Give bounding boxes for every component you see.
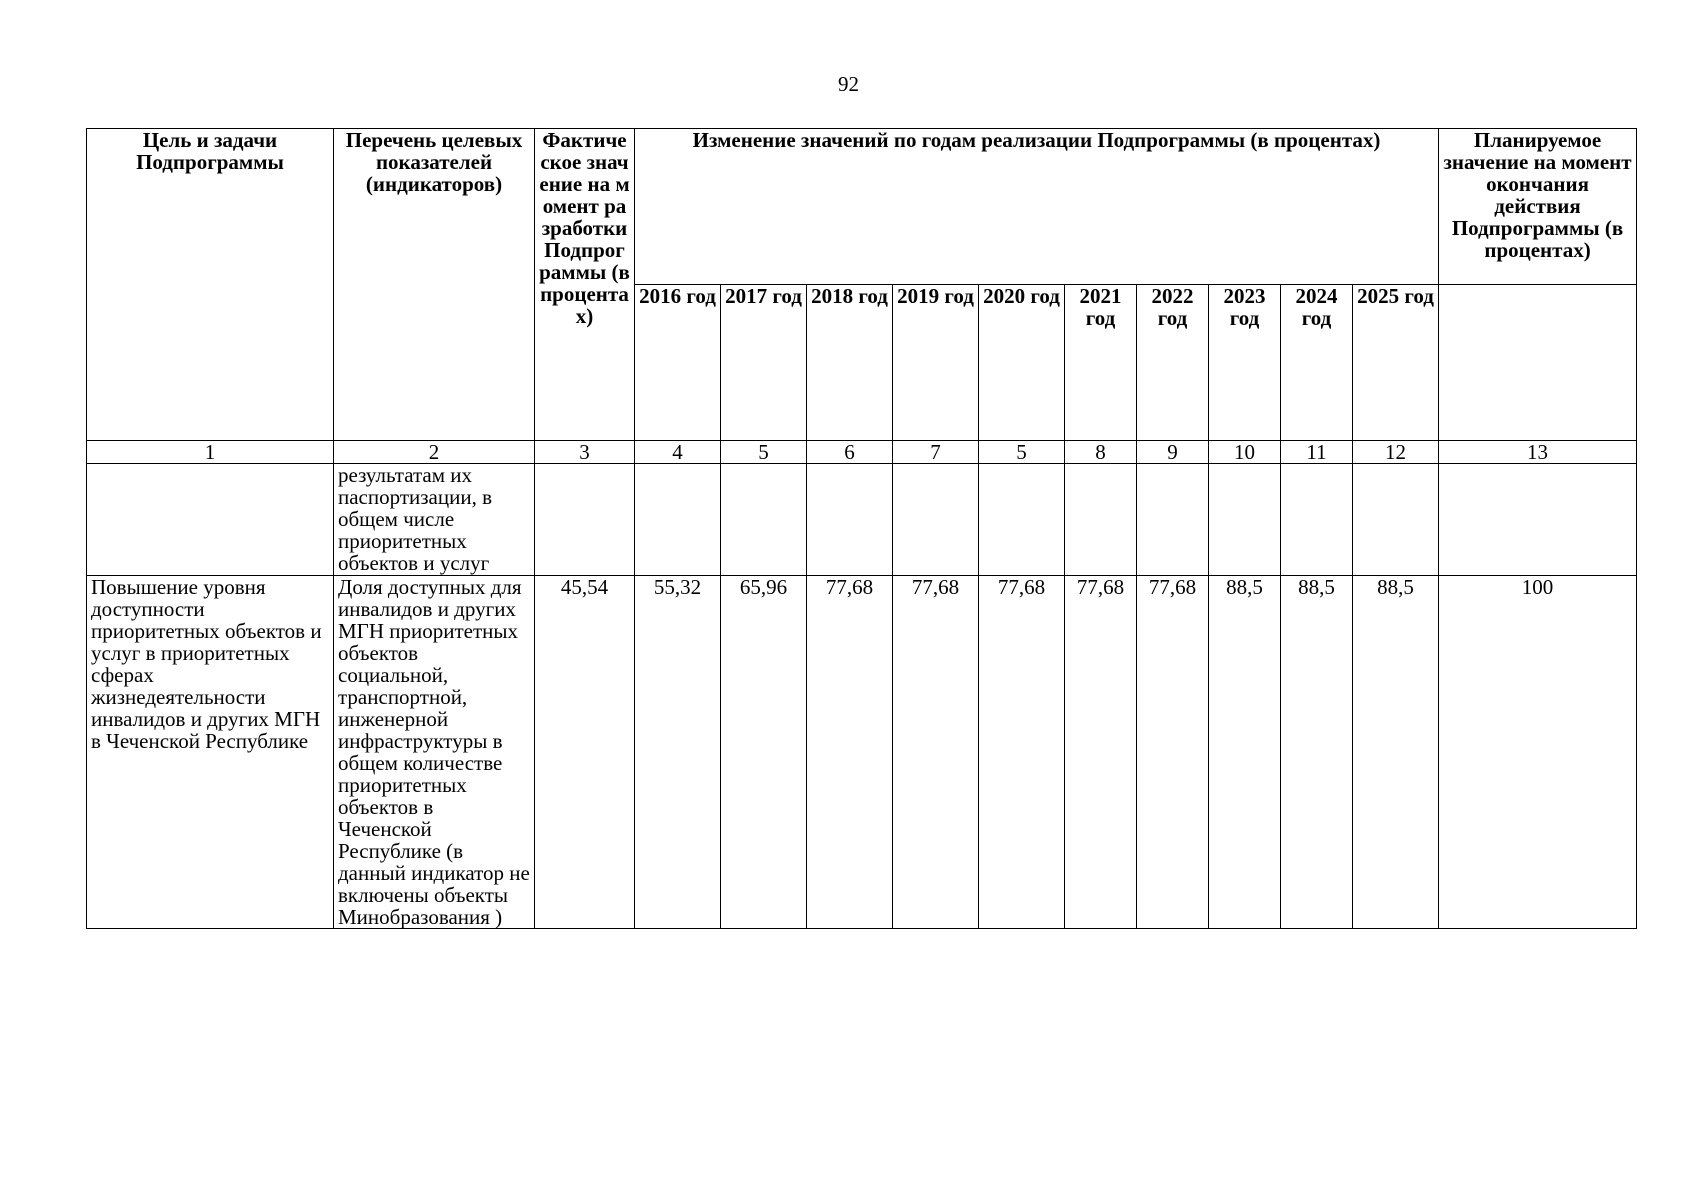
year-value-cell: 77,68: [893, 576, 979, 929]
year-value-cell: 88,5: [1209, 576, 1281, 929]
indicator-cell: результатам их паспортизации, в общем числе приоритетных объектов и услуг: [334, 464, 535, 576]
column-number: 11: [1281, 441, 1353, 464]
year-value-cell: 77,68: [1065, 576, 1137, 929]
year-value-cell: 88,5: [1353, 576, 1439, 929]
year-value-cell: [1353, 464, 1439, 576]
year-value-cell: [635, 464, 721, 576]
year-value-cell: [721, 464, 807, 576]
year-value-cell: [1281, 464, 1353, 576]
column-number: 6: [807, 441, 893, 464]
column-number: 2: [334, 441, 535, 464]
year-value-cell: [807, 464, 893, 576]
table-row: [87, 576, 1637, 929]
goal-cell: [87, 464, 334, 576]
year-value-cell: [893, 464, 979, 576]
year-value-cell: [1065, 464, 1137, 576]
column-number: 3: [535, 441, 635, 464]
column-number-row: [87, 441, 1637, 464]
column-number: 5: [979, 441, 1065, 464]
column-number: 10: [1209, 441, 1281, 464]
header-row-1: [87, 129, 1637, 285]
year-value-cell: [1137, 464, 1209, 576]
header-year: 2021 год: [1065, 285, 1137, 441]
year-value-cell: 55,32: [635, 576, 721, 929]
year-value-cell: 77,68: [807, 576, 893, 929]
year-value-cell: 77,68: [1137, 576, 1209, 929]
header-change-by-year: Изменение значений по годам реализации Подпрограммы (в процентах): [635, 129, 1439, 285]
column-number: 13: [1439, 441, 1637, 464]
year-value-cell: [1209, 464, 1281, 576]
header-year: 2018 год: [807, 285, 893, 441]
year-value-cell: 65,96: [721, 576, 807, 929]
column-number: 8: [1065, 441, 1137, 464]
planned-value-cell: 100: [1439, 576, 1637, 929]
indicators-table: [86, 128, 1637, 929]
column-number: 1: [87, 441, 334, 464]
header-goal: Цель и задачи Подпрограммы: [87, 129, 334, 441]
header-year: 2023 год: [1209, 285, 1281, 441]
header-year: 2017 год: [721, 285, 807, 441]
header-planned-blank: [1439, 285, 1637, 441]
header-year: 2020 год: [979, 285, 1065, 441]
column-number: 7: [893, 441, 979, 464]
goal-cell: Повышение уровня доступности приоритетных объектов и услуг в приоритетных сферах жизнедеятельности инвалидов и других МГН в Чеченской Республике: [87, 576, 334, 929]
header-year: 2025 год: [1353, 285, 1439, 441]
actual-value-cell: [535, 464, 635, 576]
column-number: 5: [721, 441, 807, 464]
table-row: [87, 464, 1637, 576]
indicator-cell: Доля доступных для инвалидов и других МГН приоритетных объектов социальной, транспортной, инженерной инфраструктуры в общем количестве приоритетных объектов в Чеченской Республике (в данный индикатор не включены объекты Минобразования ): [334, 576, 535, 929]
year-value-cell: 77,68: [979, 576, 1065, 929]
header-indicators: Перечень целевых показателей (индикаторов): [334, 129, 535, 441]
header-year: 2024 год: [1281, 285, 1353, 441]
header-year: 2019 год: [893, 285, 979, 441]
year-value-cell: 88,5: [1281, 576, 1353, 929]
page-number: 92: [838, 72, 859, 96]
header-year: 2022 год: [1137, 285, 1209, 441]
year-value-cell: [979, 464, 1065, 576]
header-planned: Планируемое значение на момент окончания действия Подпрограммы (в процентах): [1439, 129, 1637, 285]
actual-value-cell: 45,54: [535, 576, 635, 929]
column-number: 12: [1353, 441, 1439, 464]
column-number: 4: [635, 441, 721, 464]
column-number: 9: [1137, 441, 1209, 464]
header-actual: Фактическое значение на момент разработки Подпрограммы (в процентах): [535, 129, 635, 441]
planned-value-cell: [1439, 464, 1637, 576]
header-year: 2016 год: [635, 285, 721, 441]
